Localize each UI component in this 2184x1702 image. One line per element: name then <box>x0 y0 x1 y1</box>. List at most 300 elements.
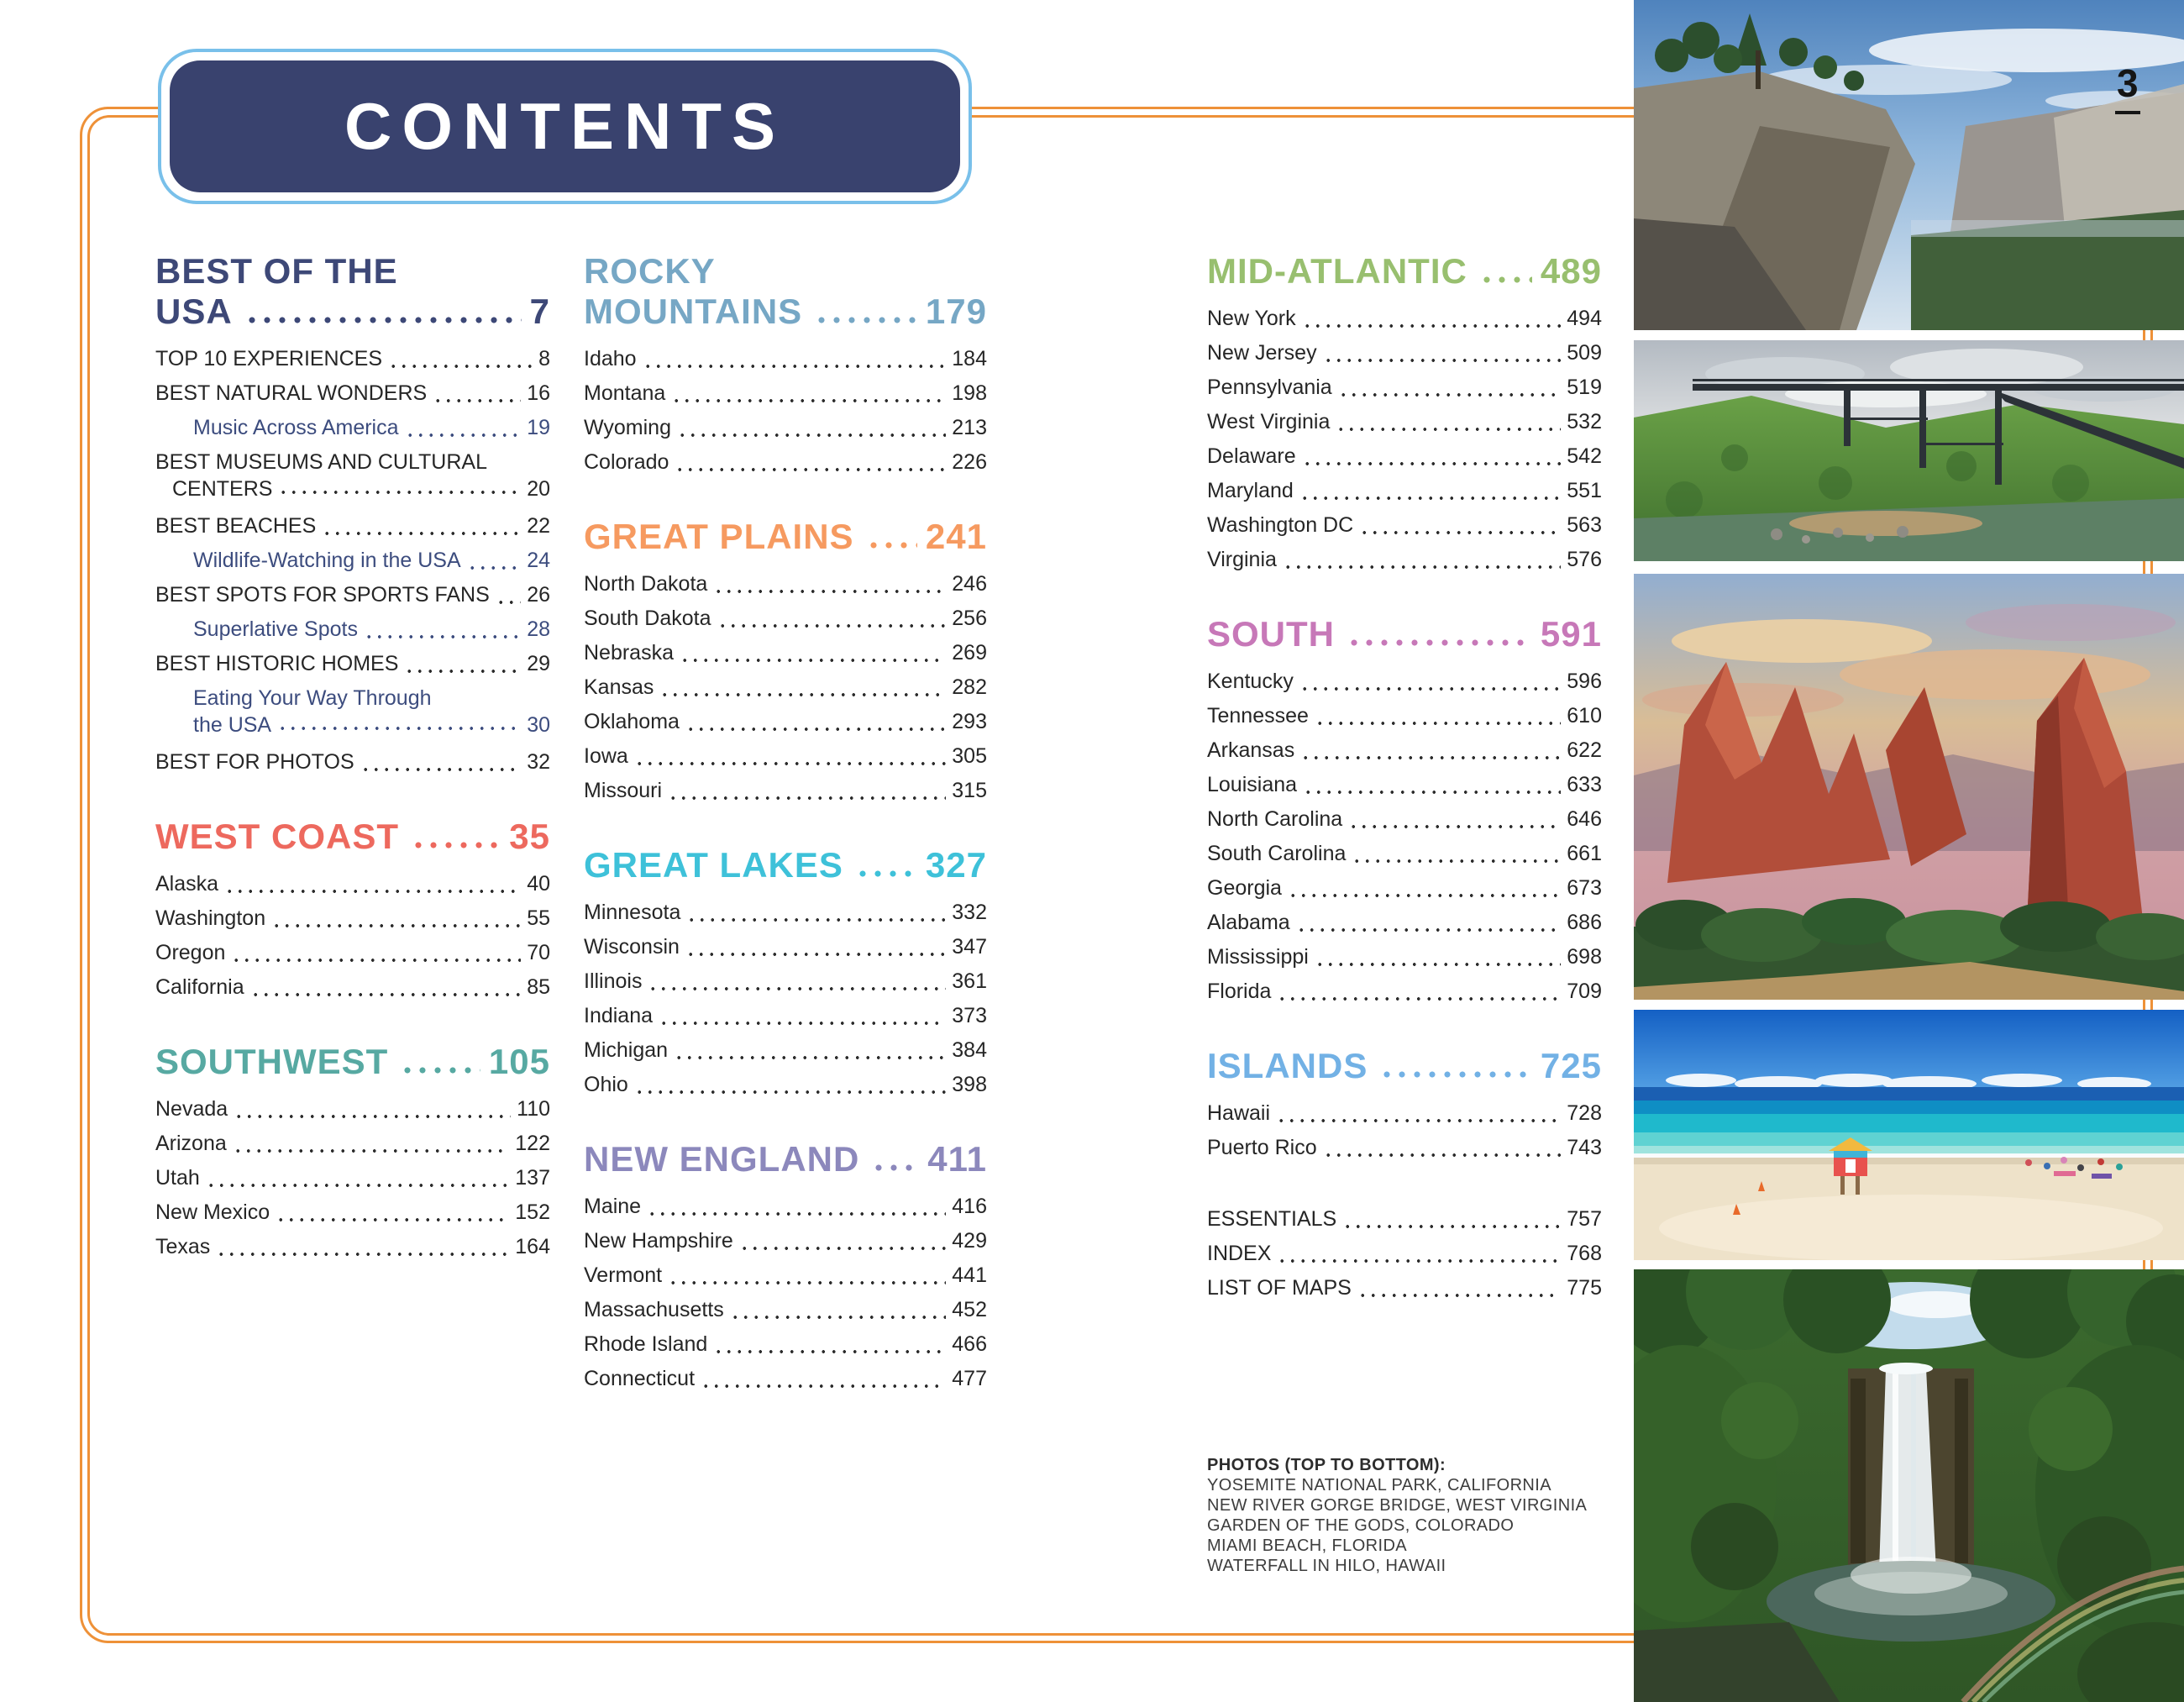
dot-leader <box>814 316 917 324</box>
dot-leader <box>1283 565 1561 570</box>
toc-entry-page: 137 <box>515 1166 550 1190</box>
toc-entry-page: 30 <box>527 713 550 737</box>
section-entries <box>1207 1096 1602 1165</box>
dot-leader <box>234 1114 511 1119</box>
toc-entry <box>584 567 987 601</box>
dot-leader <box>1359 530 1561 535</box>
toc-entry <box>584 376 987 411</box>
dot-leader <box>680 658 946 663</box>
toc-entry-page: 16 <box>527 381 550 405</box>
dot-leader <box>1379 1070 1532 1079</box>
toc-entry <box>1207 768 1602 802</box>
toc-entry-page: 293 <box>952 710 987 733</box>
toc-entry <box>155 411 550 445</box>
toc-entry-page: 673 <box>1567 876 1602 900</box>
section-entries <box>584 896 987 1102</box>
toc-entry-page: 532 <box>1567 410 1602 433</box>
toc-entry-label: Montana <box>584 381 666 405</box>
dot-leader <box>713 1349 946 1354</box>
dot-leader <box>659 692 946 697</box>
toc-entry-page: 416 <box>952 1195 987 1218</box>
toc-entry-label: Florida <box>1207 980 1272 1003</box>
dot-leader <box>1342 1224 1561 1229</box>
toc-entry-page: 743 <box>1567 1136 1602 1159</box>
toc-entry-page: 282 <box>952 675 987 699</box>
toc-entry <box>155 445 550 509</box>
section-title-row <box>584 517 987 557</box>
toc-entry-page: 519 <box>1567 376 1602 399</box>
toc-entry-page: 622 <box>1567 738 1602 762</box>
section-heading <box>155 1042 550 1082</box>
toc-entry <box>584 1224 987 1258</box>
toc-entry <box>1207 940 1602 974</box>
toc-entry <box>584 1190 987 1224</box>
toc-entry <box>584 342 987 376</box>
section-title-line: USA <box>155 292 233 331</box>
toc-entry-label: South Dakota <box>584 607 711 630</box>
section-title-line: ROCKY <box>584 251 716 291</box>
dot-leader <box>244 316 522 324</box>
toc-entry-label: Alabama <box>1207 911 1290 934</box>
toc-entry-label: Wildlife-Watching in the USA <box>193 549 461 572</box>
dot-leader <box>250 992 522 997</box>
toc-entry-label: BEST FOR PHOTOS <box>155 750 354 774</box>
toc-entry-page: 361 <box>952 969 987 993</box>
toc-entry-label: Mississippi <box>1207 945 1309 969</box>
dot-leader <box>224 889 521 894</box>
dot-leader <box>360 767 522 772</box>
toc-entry-page: 269 <box>952 641 987 665</box>
photo-miami-beach <box>1634 1010 2184 1260</box>
dot-leader <box>400 1066 480 1074</box>
toc-entry-label: Colorado <box>584 450 669 474</box>
toc-entry <box>584 601 987 636</box>
toc-entry-label: West Virginia <box>1207 410 1331 433</box>
photo-credit-line: MIAMI BEACH, FLORIDA <box>1207 1537 1408 1555</box>
section-page-number: 179 <box>925 292 987 331</box>
dot-leader <box>1338 392 1562 397</box>
page-number <box>2115 60 2140 114</box>
toc-entry-line1: Eating Your Way Through <box>193 686 432 710</box>
dot-leader <box>675 467 946 472</box>
dot-leader <box>674 1055 946 1060</box>
photo-hilo-waterfall-image <box>1634 1269 2184 1702</box>
toc-entry <box>584 1258 987 1293</box>
toc-entry-label: Arkansas <box>1207 738 1295 762</box>
dot-leader <box>1348 824 1561 829</box>
contents-title-box <box>158 49 972 204</box>
photo-credits <box>1207 1455 1602 1576</box>
dot-leader <box>634 761 946 766</box>
toc-entry <box>155 1230 550 1264</box>
toc-entry-page: 22 <box>527 514 550 538</box>
toc-section <box>155 817 550 1005</box>
dot-leader <box>278 490 521 495</box>
section-page-number: 327 <box>925 845 987 885</box>
toc-section <box>1207 614 1602 1009</box>
backmatter-entry-page: 757 <box>1567 1207 1602 1231</box>
toc-entry-page: 305 <box>952 744 987 768</box>
toc-entry-label: Washington <box>155 906 266 930</box>
toc-entry-label: Virginia <box>1207 548 1277 571</box>
dot-leader <box>1299 496 1561 501</box>
toc-entry <box>155 681 550 745</box>
toc-entry <box>155 936 550 970</box>
toc-entry <box>1207 699 1602 733</box>
toc-entry <box>584 411 987 445</box>
dot-leader <box>1323 1153 1562 1158</box>
toc-entry <box>584 636 987 670</box>
toc-entry <box>1207 871 1602 906</box>
toc-entry-page: 256 <box>952 607 987 630</box>
toc-entry <box>1207 733 1602 768</box>
toc-entry-label: the USA <box>193 713 272 737</box>
dot-leader <box>1303 790 1561 795</box>
section-title-line: GREAT PLAINS <box>584 517 854 556</box>
dot-leader <box>739 1246 946 1251</box>
toc-entry-page: 28 <box>527 617 550 641</box>
toc-section <box>584 845 987 1102</box>
toc-entry <box>1207 837 1602 871</box>
section-heading <box>584 845 987 885</box>
section-title-line: MID-ATLANTIC <box>1207 251 1467 291</box>
backmatter-entry-page: 768 <box>1567 1242 1602 1265</box>
toc-entry <box>1207 906 1602 940</box>
toc-entry-page: 198 <box>952 381 987 405</box>
toc-entry-page: 494 <box>1567 307 1602 330</box>
toc-entry-label: Music Across America <box>193 416 399 439</box>
section-page-number: 591 <box>1540 614 1602 654</box>
section-entries <box>155 342 550 780</box>
backmatter-list <box>1207 1202 1602 1305</box>
section-entries <box>1207 665 1602 1009</box>
toc-entry-line2 <box>155 475 550 502</box>
toc-entry-label: Ohio <box>584 1073 628 1096</box>
dot-leader <box>388 364 533 369</box>
dot-leader <box>364 634 521 639</box>
dot-leader <box>411 841 501 849</box>
dot-leader <box>276 1217 509 1222</box>
photo-credit-line: NEW RIVER GORGE BRIDGE, WEST VIRGINIA <box>1207 1496 1588 1515</box>
toc-entry <box>1207 508 1602 543</box>
toc-entry-label: South Carolina <box>1207 842 1347 865</box>
toc-entry <box>155 578 550 612</box>
dot-leader <box>634 1090 946 1095</box>
toc-entry <box>1207 474 1602 508</box>
toc-entry-page: 32 <box>527 750 550 774</box>
dot-leader <box>405 433 522 438</box>
dot-leader <box>730 1315 947 1320</box>
dot-leader <box>433 398 521 403</box>
toc-entry-page: 441 <box>952 1263 987 1287</box>
section-title-line: NEW ENGLAND <box>584 1139 860 1179</box>
toc-entry <box>155 376 550 411</box>
toc-entry <box>584 739 987 774</box>
toc-entry-page: 26 <box>527 583 550 607</box>
dot-leader <box>677 433 946 438</box>
toc-entry-page: 477 <box>952 1367 987 1390</box>
section-entries <box>155 867 550 1005</box>
dot-leader <box>322 531 521 536</box>
toc-entry-page: 466 <box>952 1332 987 1356</box>
photo-credit-line: WATERFALL IN HILO, HAWAII <box>1207 1557 1446 1575</box>
toc-entry-label: BEST SPOTS FOR SPORTS FANS <box>155 583 490 607</box>
toc-entry <box>155 1195 550 1230</box>
dot-leader <box>1357 1293 1561 1298</box>
toc-entry-page: 398 <box>952 1073 987 1096</box>
photo-garden-of-the-gods-image <box>1634 574 2184 1000</box>
section-title-line: MOUNTAINS <box>584 292 803 331</box>
toc-entry-label: BEST NATURAL WONDERS <box>155 381 428 405</box>
photo-strip <box>1634 0 2184 1702</box>
toc-entry-label: New York <box>1207 307 1296 330</box>
dot-leader <box>659 1021 946 1026</box>
section-title-row <box>155 817 550 857</box>
dot-leader <box>866 541 917 549</box>
dot-leader <box>233 1148 510 1153</box>
toc-entry-label: New Jersey <box>1207 341 1317 365</box>
toc-entry-line1: BEST MUSEUMS AND CULTURAL <box>155 450 487 474</box>
toc-entry-label: Oklahoma <box>584 710 680 733</box>
dot-leader <box>685 952 946 957</box>
toc-entry-label: Utah <box>155 1166 200 1190</box>
section-title-row <box>584 292 987 332</box>
toc-entry-label: Kentucky <box>1207 670 1294 693</box>
toc-entry <box>584 1293 987 1327</box>
photo-credits-heading: PHOTOS (TOP TO BOTTOM): <box>1207 1456 1446 1474</box>
toc-entry-label: New Mexico <box>155 1200 270 1224</box>
dot-leader <box>686 917 946 922</box>
dot-leader <box>467 565 522 570</box>
toc-entry-label: Wisconsin <box>584 935 680 959</box>
toc-entry <box>1207 439 1602 474</box>
toc-entry-label: Oregon <box>155 941 226 964</box>
backmatter-entry <box>1207 1237 1602 1271</box>
dot-leader <box>1315 962 1561 967</box>
toc-entry <box>155 1161 550 1195</box>
dot-leader <box>871 1164 919 1172</box>
toc-section <box>584 1139 987 1396</box>
section-title-line: GREAT LAKES <box>584 845 843 885</box>
dot-leader <box>271 923 521 928</box>
toc-entry <box>1207 543 1602 577</box>
section-entries <box>584 1190 987 1396</box>
section-title-row <box>155 292 550 332</box>
dot-leader <box>231 958 521 963</box>
photo-garden-of-the-gods <box>1634 574 2184 1000</box>
section-heading <box>155 817 550 857</box>
dot-leader <box>685 727 946 732</box>
dot-leader <box>701 1384 946 1389</box>
toc-entry <box>155 612 550 647</box>
dot-leader <box>648 986 946 991</box>
toc-entry <box>155 901 550 936</box>
toc-entry-label: New Hampshire <box>584 1229 733 1253</box>
section-title-row <box>155 1042 550 1082</box>
page-number-value: 3 <box>2115 60 2140 114</box>
photo-yosemite <box>1634 0 2184 330</box>
toc-entry-page: 709 <box>1567 980 1602 1003</box>
page-title: CONTENTS <box>344 89 785 163</box>
toc-entry-page: 576 <box>1567 548 1602 571</box>
toc-entry <box>155 745 550 780</box>
dot-leader <box>668 1280 946 1285</box>
photo-credit-line: YOSEMITE NATIONAL PARK, CALIFORNIA <box>1207 1476 1551 1495</box>
toc-section <box>584 251 987 480</box>
toc-entry-label: Michigan <box>584 1038 669 1062</box>
dot-leader <box>1479 276 1532 284</box>
toc-entry-page: 698 <box>1567 945 1602 969</box>
toc-entry-label: Wyoming <box>584 416 671 439</box>
toc-entry-label: Washington DC <box>1207 513 1354 537</box>
toc-entry-label: TOP 10 EXPERIENCES <box>155 347 383 370</box>
toc-entry-label: California <box>155 975 244 999</box>
toc-entry <box>584 1068 987 1102</box>
toc-section <box>155 1042 550 1264</box>
photo-new-river-gorge-bridge-image <box>1634 340 2184 561</box>
dot-leader <box>1336 427 1561 432</box>
section-page-number: 35 <box>509 817 550 856</box>
toc-entry-page: 315 <box>952 779 987 802</box>
toc-column-2 <box>584 251 987 1433</box>
dot-leader <box>1276 1118 1561 1123</box>
toc-entry <box>584 930 987 964</box>
toc-entry-label: Idaho <box>584 347 637 370</box>
toc-entry <box>155 1092 550 1127</box>
toc-entry <box>584 896 987 930</box>
toc-entry <box>1207 370 1602 405</box>
section-page-number: 725 <box>1540 1046 1602 1085</box>
photo-yosemite-image <box>1634 0 2184 330</box>
backmatter-entry-page: 775 <box>1567 1276 1602 1300</box>
toc-entry-label: Pennsylvania <box>1207 376 1332 399</box>
toc-entry-page: 686 <box>1567 911 1602 934</box>
toc-entry-page: 20 <box>527 477 550 501</box>
toc-entry-label: Massachusetts <box>584 1298 724 1321</box>
toc-entry-page: 19 <box>527 416 550 439</box>
section-heading <box>1207 251 1602 292</box>
toc-entry-label: Alaska <box>155 872 219 896</box>
toc-entry <box>1207 1131 1602 1165</box>
toc-entry <box>155 509 550 544</box>
toc-entry <box>155 544 550 578</box>
toc-entry <box>584 774 987 808</box>
toc-entry-label: Superlative Spots <box>193 617 358 641</box>
toc-entry-page: 332 <box>952 901 987 924</box>
dot-leader <box>206 1183 509 1188</box>
toc-entry-label: Louisiana <box>1207 773 1298 796</box>
section-title-row <box>1207 1046 1602 1086</box>
section-page-number: 241 <box>925 517 987 556</box>
section-page-number: 7 <box>529 292 550 331</box>
toc-entry-label: Tennessee <box>1207 704 1309 728</box>
toc-entry-page: 509 <box>1567 341 1602 365</box>
toc-entry <box>155 647 550 681</box>
toc-entry-label: Connecticut <box>584 1367 696 1390</box>
toc-entry-label: Arizona <box>155 1132 227 1155</box>
toc-entry-page: 384 <box>952 1038 987 1062</box>
toc-entry-page: 29 <box>527 652 550 675</box>
toc-entry-page: 661 <box>1567 842 1602 865</box>
toc-entry-page: 152 <box>515 1200 550 1224</box>
toc-column-1 <box>155 251 550 1301</box>
toc-entry <box>1207 665 1602 699</box>
toc-entry-label: Maine <box>584 1195 642 1218</box>
toc-entry-label: Nevada <box>155 1097 228 1121</box>
section-heading <box>155 251 550 332</box>
toc-entry-page: 85 <box>527 975 550 999</box>
backmatter-entry <box>1207 1202 1602 1237</box>
toc-entry-label: CENTERS <box>172 477 273 501</box>
section-entries <box>584 342 987 480</box>
toc-entry <box>155 1127 550 1161</box>
section-title-row <box>584 1139 987 1179</box>
toc-entry-label: Missouri <box>584 779 663 802</box>
toc-entry-label: Nebraska <box>584 641 674 665</box>
toc-entry-label: Illinois <box>584 969 643 993</box>
toc-entry <box>584 670 987 705</box>
toc-entry-page: 8 <box>538 347 550 370</box>
dot-leader <box>717 623 947 628</box>
toc-entry <box>584 445 987 480</box>
toc-entry-page: 373 <box>952 1004 987 1027</box>
toc-entry <box>1207 302 1602 336</box>
backmatter-entry-label: ESSENTIALS <box>1207 1207 1337 1231</box>
dot-leader <box>1277 996 1561 1001</box>
toc-entry <box>584 1327 987 1362</box>
toc-entry-page: 633 <box>1567 773 1602 796</box>
backmatter-entry <box>1207 1271 1602 1305</box>
photo-hilo-waterfall <box>1634 1269 2184 1702</box>
toc-entry-page: 646 <box>1567 807 1602 831</box>
toc-entry-page: 596 <box>1567 670 1602 693</box>
toc-entry-label: Indiana <box>584 1004 654 1027</box>
dot-leader <box>647 1211 946 1216</box>
dot-leader <box>1302 323 1562 328</box>
section-title-row <box>584 845 987 885</box>
section-title-row <box>1207 251 1602 292</box>
toc-entry-label: Kansas <box>584 675 654 699</box>
photo-new-river-gorge-bridge <box>1634 340 2184 561</box>
toc-entry-page: 551 <box>1567 479 1602 502</box>
toc-entry-line2 <box>193 712 550 738</box>
section-title-line: SOUTHWEST <box>155 1042 389 1081</box>
toc-entry-label: Georgia <box>1207 876 1282 900</box>
toc-entry-label: North Carolina <box>1207 807 1343 831</box>
section-title-line: ISLANDS <box>1207 1046 1368 1085</box>
toc-entry-page: 70 <box>527 941 550 964</box>
toc-entry-page: 164 <box>515 1235 550 1258</box>
dot-leader <box>277 726 521 731</box>
toc-entry-page: 40 <box>527 872 550 896</box>
section-page-number: 105 <box>488 1042 550 1081</box>
dot-leader <box>855 869 917 878</box>
toc-entry-label: Puerto Rico <box>1207 1136 1317 1159</box>
toc-entry-label: Iowa <box>584 744 628 768</box>
dot-leader <box>1323 358 1562 363</box>
dot-leader <box>404 669 521 674</box>
toc-entry-label: Hawaii <box>1207 1101 1271 1125</box>
toc-entry-page: 452 <box>952 1298 987 1321</box>
toc-entry-label: Rhode Island <box>584 1332 708 1356</box>
toc-entry-label: Texas <box>155 1235 211 1258</box>
dot-leader <box>1315 721 1561 726</box>
dot-leader <box>1300 755 1561 760</box>
dot-leader <box>1302 461 1562 466</box>
section-entries <box>584 567 987 808</box>
toc-section <box>584 517 987 808</box>
section-title-row <box>1207 614 1602 654</box>
